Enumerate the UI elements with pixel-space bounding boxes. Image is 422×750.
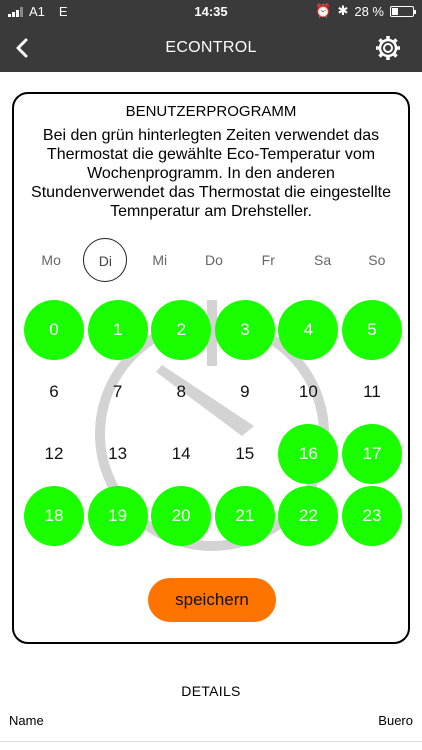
day-selector	[24, 240, 404, 280]
network-label: E	[58, 4, 68, 19]
day-so[interactable]: So	[368, 252, 386, 268]
hour-16[interactable]: 16	[278, 424, 338, 484]
hour-17[interactable]: 17	[342, 424, 402, 484]
hour-4[interactable]: 4	[278, 300, 338, 360]
hour-9[interactable]: 9	[240, 382, 250, 401]
details-title: DETAILS	[181, 683, 241, 699]
hour-2[interactable]: 2	[151, 300, 211, 360]
hour-11[interactable]: 11	[363, 382, 381, 401]
save-button[interactable]: speichern	[148, 578, 276, 622]
hour-13[interactable]: 13	[108, 444, 128, 463]
battery-label: 28 %	[354, 3, 384, 19]
status-right	[315, 3, 414, 19]
day-fr[interactable]: Fr	[261, 252, 275, 268]
name-value: Buero	[378, 713, 413, 728]
name-label: Name	[9, 713, 44, 728]
hour-8[interactable]: 8	[176, 382, 186, 401]
hour-20[interactable]: 20	[151, 486, 211, 546]
battery-icon	[390, 6, 414, 17]
status-bar	[0, 0, 422, 24]
hour-10[interactable]: 10	[298, 382, 318, 401]
day-di[interactable]: Di	[83, 238, 127, 282]
status-time: 14:35	[194, 4, 228, 19]
program-title: BENUTZERPROGRAMM	[125, 103, 297, 120]
hour-22[interactable]: 22	[278, 486, 338, 546]
hour-21[interactable]: 21	[215, 486, 275, 546]
divider	[0, 741, 422, 742]
alarm-icon: ⏰	[315, 3, 332, 18]
day-sa[interactable]: Sa	[314, 252, 332, 268]
program-description: Bei den grün hinterlegten Zeiten verwendet das Thermostat die gewählte Eco-Temperatur vom Wochenprogramm. In den anderen Stundenverwendet das Thermostat die eingestellte Temnperatur am Drehsteller.	[31, 127, 391, 220]
hour-3[interactable]: 3	[215, 300, 275, 360]
settings-button[interactable]	[374, 34, 402, 62]
hour-7[interactable]: 7	[112, 382, 123, 401]
page-title: ECONTROL	[165, 39, 257, 56]
hour-19[interactable]: 19	[88, 486, 148, 546]
day-do[interactable]: Do	[205, 252, 223, 268]
battery-fill	[392, 8, 398, 15]
hour-6[interactable]: 6	[49, 382, 59, 401]
hour-5[interactable]: 5	[342, 300, 402, 360]
program-card	[12, 92, 410, 644]
hour-18[interactable]: 18	[24, 486, 84, 546]
hour-grid	[14, 294, 412, 554]
hour-15[interactable]: 15	[235, 444, 255, 463]
day-mi[interactable]: Mi	[152, 252, 168, 268]
gear-icon	[374, 34, 402, 62]
hour-12[interactable]: 12	[44, 444, 64, 463]
details-name-row[interactable]	[9, 713, 413, 728]
nav-bar	[0, 24, 422, 72]
day-mo[interactable]: Mo	[41, 252, 61, 268]
hour-14[interactable]: 14	[171, 444, 191, 463]
hour-1[interactable]: 1	[88, 300, 148, 360]
carrier-label: A1	[29, 4, 45, 19]
hour-0[interactable]: 0	[24, 300, 84, 360]
hour-23[interactable]: 23	[342, 486, 402, 546]
bluetooth-icon: ✱	[337, 3, 349, 18]
